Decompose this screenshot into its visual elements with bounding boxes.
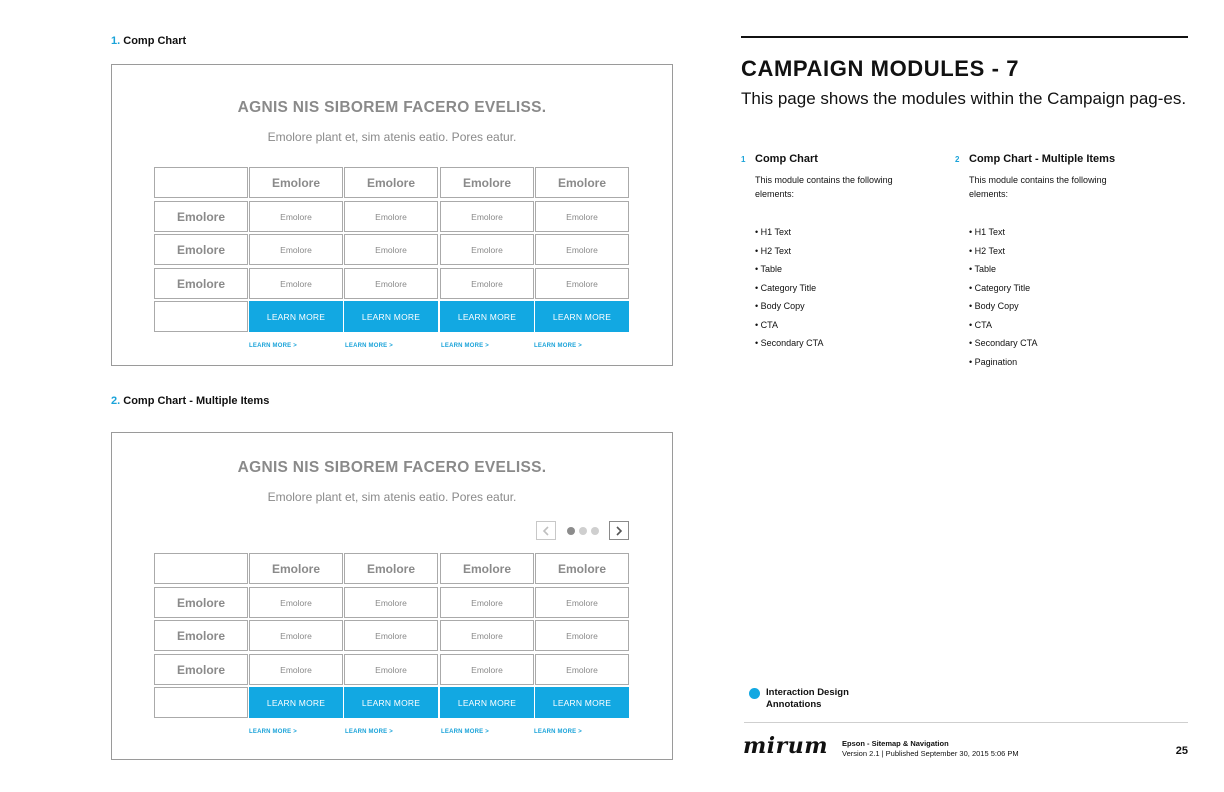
list-item: • CTA — [755, 319, 778, 330]
annotation-element-list — [969, 223, 1038, 371]
table-cell: Emolore — [344, 654, 438, 685]
comp-chart-module — [111, 64, 673, 366]
secondary-cta-link[interactable]: LEARN MORE > — [441, 729, 489, 735]
module-h2: Emolore plant et, sim atenis eatio. Pores eatur. — [267, 130, 517, 144]
table-corner-cell — [154, 553, 248, 584]
table-cell: Emolore — [249, 234, 343, 265]
annotation-title: Comp Chart - Multiple Items — [969, 153, 1116, 165]
learn-more-button[interactable]: LEARN MORE — [249, 687, 343, 718]
table-cell: Emolore — [535, 587, 629, 618]
annotation-number: 1 — [741, 155, 746, 164]
secondary-cta-link[interactable]: LEARN MORE > — [345, 729, 393, 735]
section-2-label — [111, 395, 269, 407]
secondary-cta-link[interactable]: LEARN MORE > — [441, 343, 489, 349]
section-2-number: 2. — [111, 395, 121, 407]
list-item: • Table — [969, 264, 997, 274]
annotation-element-list — [755, 223, 824, 353]
table-corner-cell — [154, 167, 248, 198]
table-row-header: Emolore — [154, 587, 248, 618]
table-cell: Emolore — [344, 620, 438, 651]
table-cell: Emolore — [440, 587, 534, 618]
list-item: • Secondary CTA — [969, 338, 1038, 348]
legend-label — [766, 687, 849, 711]
table-column-header: Emolore — [249, 167, 343, 198]
table-cell: Emolore — [535, 268, 629, 299]
table-cell: Emolore — [440, 234, 534, 265]
document-meta: Version 2.1 | Published September 30, 2015 5:06 PM — [842, 749, 1019, 758]
section-1-label — [111, 35, 186, 47]
table-cell: Emolore — [440, 201, 534, 232]
table-cell: Emolore — [535, 234, 629, 265]
list-item: • H1 Text — [969, 227, 1005, 237]
table-cell: Emolore — [535, 654, 629, 685]
learn-more-button[interactable]: LEARN MORE — [344, 687, 438, 718]
pagination-next-button[interactable] — [609, 521, 629, 540]
list-item: • Body Copy — [755, 301, 805, 311]
list-item: • Category Title — [755, 282, 817, 293]
learn-more-button[interactable]: LEARN MORE — [535, 687, 629, 718]
module-h1: AGNIS NIS SIBOREM FACERO EVELISS. — [237, 459, 547, 476]
table-cell: Emolore — [440, 620, 534, 651]
pagination-dot-active[interactable] — [567, 527, 575, 535]
table-column-header: Emolore — [440, 167, 534, 198]
table-empty-cell — [154, 687, 248, 718]
module-h1: AGNIS NIS SIBOREM FACERO EVELISS. — [237, 99, 547, 116]
secondary-cta-link[interactable]: LEARN MORE > — [534, 729, 582, 735]
table-cell: Emolore — [535, 620, 629, 651]
table-cell: Emolore — [344, 268, 438, 299]
annotation-number: 2 — [955, 155, 960, 164]
secondary-cta-link[interactable]: LEARN MORE > — [249, 343, 297, 349]
table-cell: Emolore — [440, 268, 534, 299]
annotation-title: Comp Chart — [755, 153, 818, 165]
learn-more-button[interactable]: LEARN MORE — [440, 687, 534, 718]
document-title: Epson - Sitemap & Navigation — [842, 739, 949, 748]
table-cell: Emolore — [344, 587, 438, 618]
table-cell: Emolore — [344, 201, 438, 232]
table-column-header: Emolore — [440, 553, 534, 584]
chevron-right-icon — [615, 526, 623, 536]
secondary-cta-link[interactable]: LEARN MORE > — [249, 729, 297, 735]
list-item: • Secondary CTA — [755, 338, 824, 348]
comp-chart-multiple-module — [111, 432, 673, 760]
list-item: • H2 Text — [969, 245, 1005, 256]
section-1-number: 1. — [111, 35, 121, 47]
learn-more-button[interactable]: LEARN MORE — [344, 301, 438, 332]
top-rule — [741, 36, 1188, 38]
table-column-header: Emolore — [344, 167, 438, 198]
page-title: CAMPAIGN MODULES - 7 — [741, 56, 1020, 81]
table-column-header: Emolore — [344, 553, 438, 584]
table-empty-cell — [154, 301, 248, 332]
table-column-header: Emolore — [535, 167, 629, 198]
footer-rule — [744, 722, 1188, 723]
module-h2: Emolore plant et, sim atenis eatio. Pores eatur. — [267, 490, 517, 504]
table-cell: Emolore — [249, 620, 343, 651]
list-item: • Pagination — [969, 356, 1018, 367]
chevron-left-icon — [542, 526, 550, 536]
table-row-header: Emolore — [154, 234, 248, 265]
table-cell: Emolore — [249, 654, 343, 685]
pagination-prev-button[interactable] — [536, 521, 556, 540]
table-cell: Emolore — [440, 654, 534, 685]
section-2-title: Comp Chart - Multiple Items — [123, 395, 270, 407]
learn-more-button[interactable]: LEARN MORE — [440, 301, 534, 332]
table-row-header: Emolore — [154, 654, 248, 685]
legend-line: Annotations — [766, 699, 822, 710]
list-item: • Category Title — [969, 282, 1031, 293]
pagination-dot[interactable] — [579, 527, 587, 535]
list-item: • H2 Text — [755, 245, 791, 256]
list-item: • H1 Text — [755, 227, 791, 237]
list-item: • Body Copy — [969, 301, 1019, 311]
learn-more-button[interactable]: LEARN MORE — [249, 301, 343, 332]
table-cell: Emolore — [344, 234, 438, 265]
page-description: This page shows the modules within the Campaign pag-es. — [741, 89, 1187, 108]
secondary-cta-link[interactable]: LEARN MORE > — [345, 343, 393, 349]
list-item: • Table — [755, 264, 783, 274]
table-cell: Emolore — [249, 268, 343, 299]
legend-line: Interaction Design — [766, 687, 849, 698]
pagination-dot[interactable] — [591, 527, 599, 535]
table-row-header: Emolore — [154, 620, 248, 651]
legend-dot-icon — [749, 688, 760, 699]
table-cell: Emolore — [249, 201, 343, 232]
secondary-cta-link[interactable]: LEARN MORE > — [534, 343, 582, 349]
table-column-header: Emolore — [249, 553, 343, 584]
page-number: 25 — [1175, 745, 1188, 757]
annotation-description: This module contains the following elements: — [969, 175, 1107, 199]
table-row-header: Emolore — [154, 268, 248, 299]
table-column-header: Emolore — [535, 553, 629, 584]
list-item: • CTA — [969, 319, 992, 330]
table-cell: Emolore — [535, 201, 629, 232]
learn-more-button[interactable]: LEARN MORE — [535, 301, 629, 332]
mirum-logo: mirum — [743, 733, 828, 759]
section-1-title: Comp Chart — [123, 35, 187, 47]
table-cell: Emolore — [249, 587, 343, 618]
annotation-description: This module contains the following elements: — [755, 175, 893, 199]
table-row-header: Emolore — [154, 201, 248, 232]
